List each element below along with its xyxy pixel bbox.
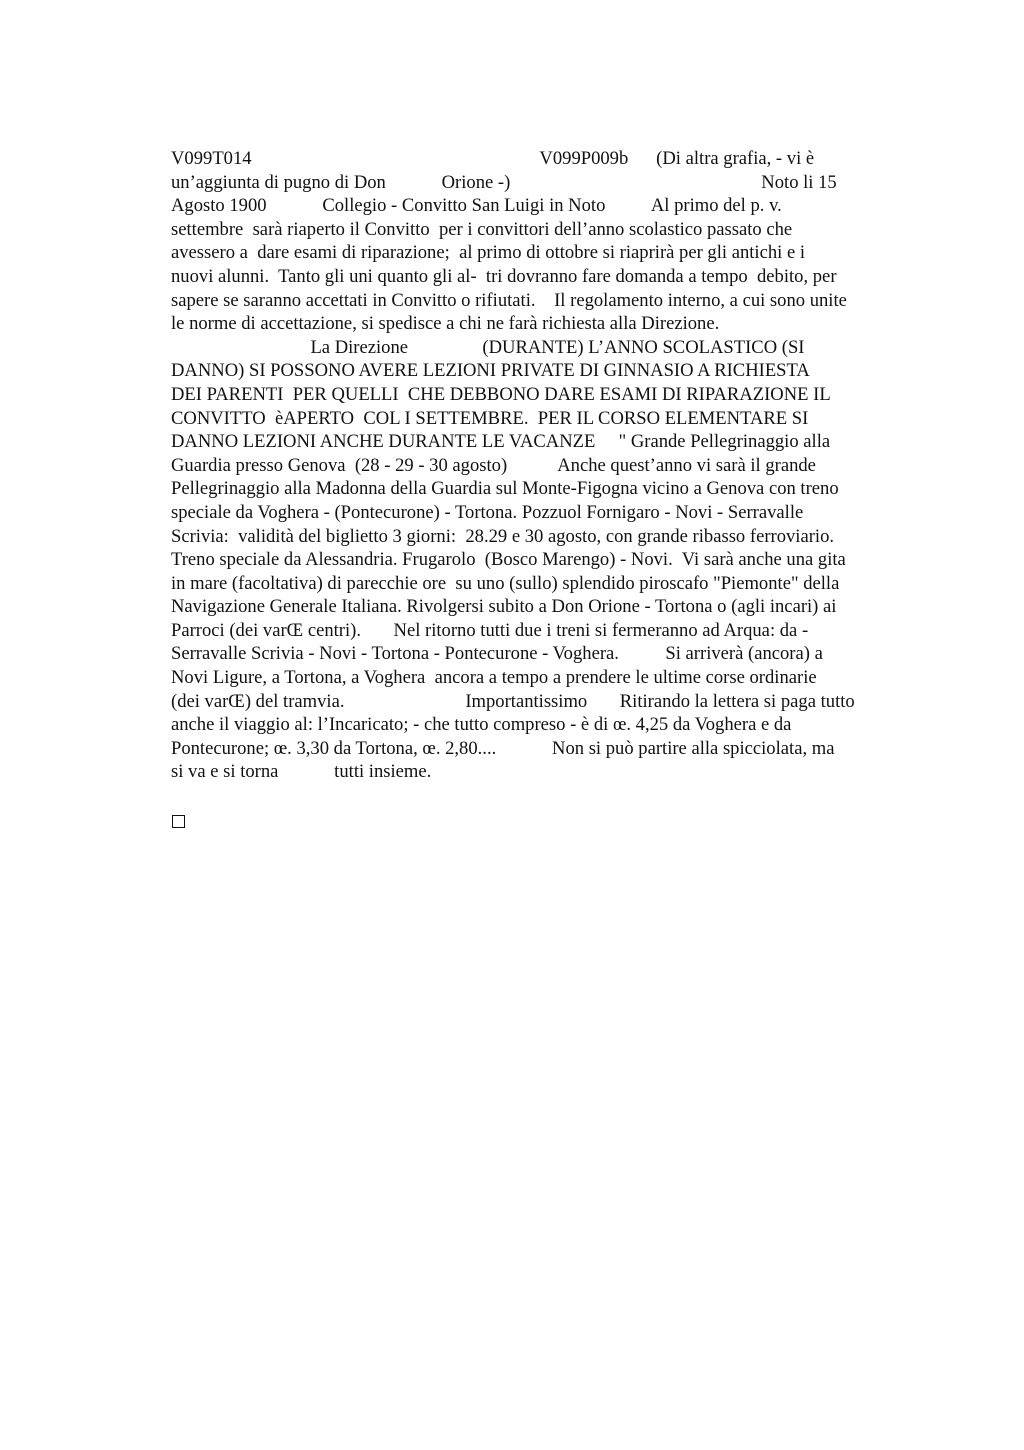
text-line: Serravalle Scrivia - Novi - Tortona - Pontecurone - Voghera. Si arriverà (ancora) a — [171, 643, 823, 665]
document-text — [171, 147, 941, 784]
text-line: si va e si torna tutti insieme. — [171, 761, 432, 783]
text-line: Pontecurone; œ. 3,30 da Tortona, œ. 2,80.... Non si può partire alla spicciolata, ma — [171, 737, 835, 759]
text-line: DANNO) SI POSSONO AVERE LEZIONI PRIVATE DI GINNASIO A RICHIESTA — [171, 360, 810, 382]
text-line: CONVITTO èAPERTO COL I SETTEMBRE. PER IL CORSO ELEMENTARE SI — [171, 407, 809, 429]
text-line: avessero a dare esami di riparazione; al primo di ottobre si riaprirà per gli antichi e i — [171, 242, 806, 264]
text-line: (dei varŒ) del tramvia. Importantissimo Ritirando la lettera si paga tutto — [171, 690, 855, 712]
text-line: le norme di accettazione, si spedisce a chi ne farà richiesta alla Direzione. — [171, 313, 720, 335]
text-line: Novi Ligure, a Tortona, a Voghera ancora a tempo a prendere le ultime corse ordinarie — [171, 667, 817, 689]
text-line: Agosto 1900 Collegio - Convitto San Luigi in Noto Al primo del p. v. — [171, 195, 782, 217]
text-line: Guardia presso Genova (28 - 29 - 30 agosto) Anche quest’anno vi sarà il grande — [171, 454, 816, 476]
text-line: La Direzione (DURANTE) L’ANNO SCOLASTICO (SI — [171, 336, 805, 358]
text-line: un’aggiunta di pugno di Don Orione -) Noto li 15 — [171, 171, 837, 193]
text-line: DANNO LEZIONI ANCHE DURANTE LE VACANZE " Grande Pellegrinaggio alla — [171, 431, 831, 453]
text-line: Treno speciale da Alessandria. Frugarolo (Bosco Marengo) - Novi. Vi sarà anche una gita — [171, 549, 846, 571]
text-line: Navigazione Generale Italiana. Rivolgersi subito a Don Orione - Tortona o (agli incari) ai — [171, 596, 837, 618]
text-line: anche il viaggio al: l’Incaricato; - che tutto compreso - è di œ. 4,25 da Voghera e da — [171, 714, 792, 736]
text-line: nuovi alunni. Tanto gli uni quanto gli al- tri dovranno fare domanda a tempo debito, per — [171, 265, 837, 287]
text-line: Scrivia: validità del biglietto 3 giorni: 28.29 e 30 agosto, con grande ribasso ferroviario. — [171, 525, 835, 547]
text-line: Parroci (dei varŒ centri). Nel ritorno tutti due i treni si fermeranno ad Arqua: da - — [171, 619, 809, 641]
text-line: settembre sarà riaperto il Convitto per i convittori dell’anno scolastico passato che — [171, 218, 793, 240]
text-line: Pellegrinaggio alla Madonna della Guardia sul Monte-Figogna vicino a Genova con treno — [171, 478, 839, 500]
text-line: speciale da Voghera - (Pontecurone) - Tortona. Pozzuol Fornigaro - Novi - Serravalle — [171, 501, 804, 523]
text-line: sapere se saranno accettati in Convitto o rifiutati. Il regolamento interno, a cui sono unite — [171, 289, 847, 311]
text-line: V099T014 V099P009b (Di altra grafia, - vi è — [171, 148, 815, 169]
text-line: DEI PARENTI PER QUELLI CHE DEBBONO DARE ESAMI DI RIPARAZIONE IL — [171, 383, 831, 405]
text-line: in mare (facoltativa) di parecchie ore su uno (sullo) splendido piroscafo "Piemonte" della — [171, 572, 840, 594]
end-square-icon — [172, 815, 185, 828]
